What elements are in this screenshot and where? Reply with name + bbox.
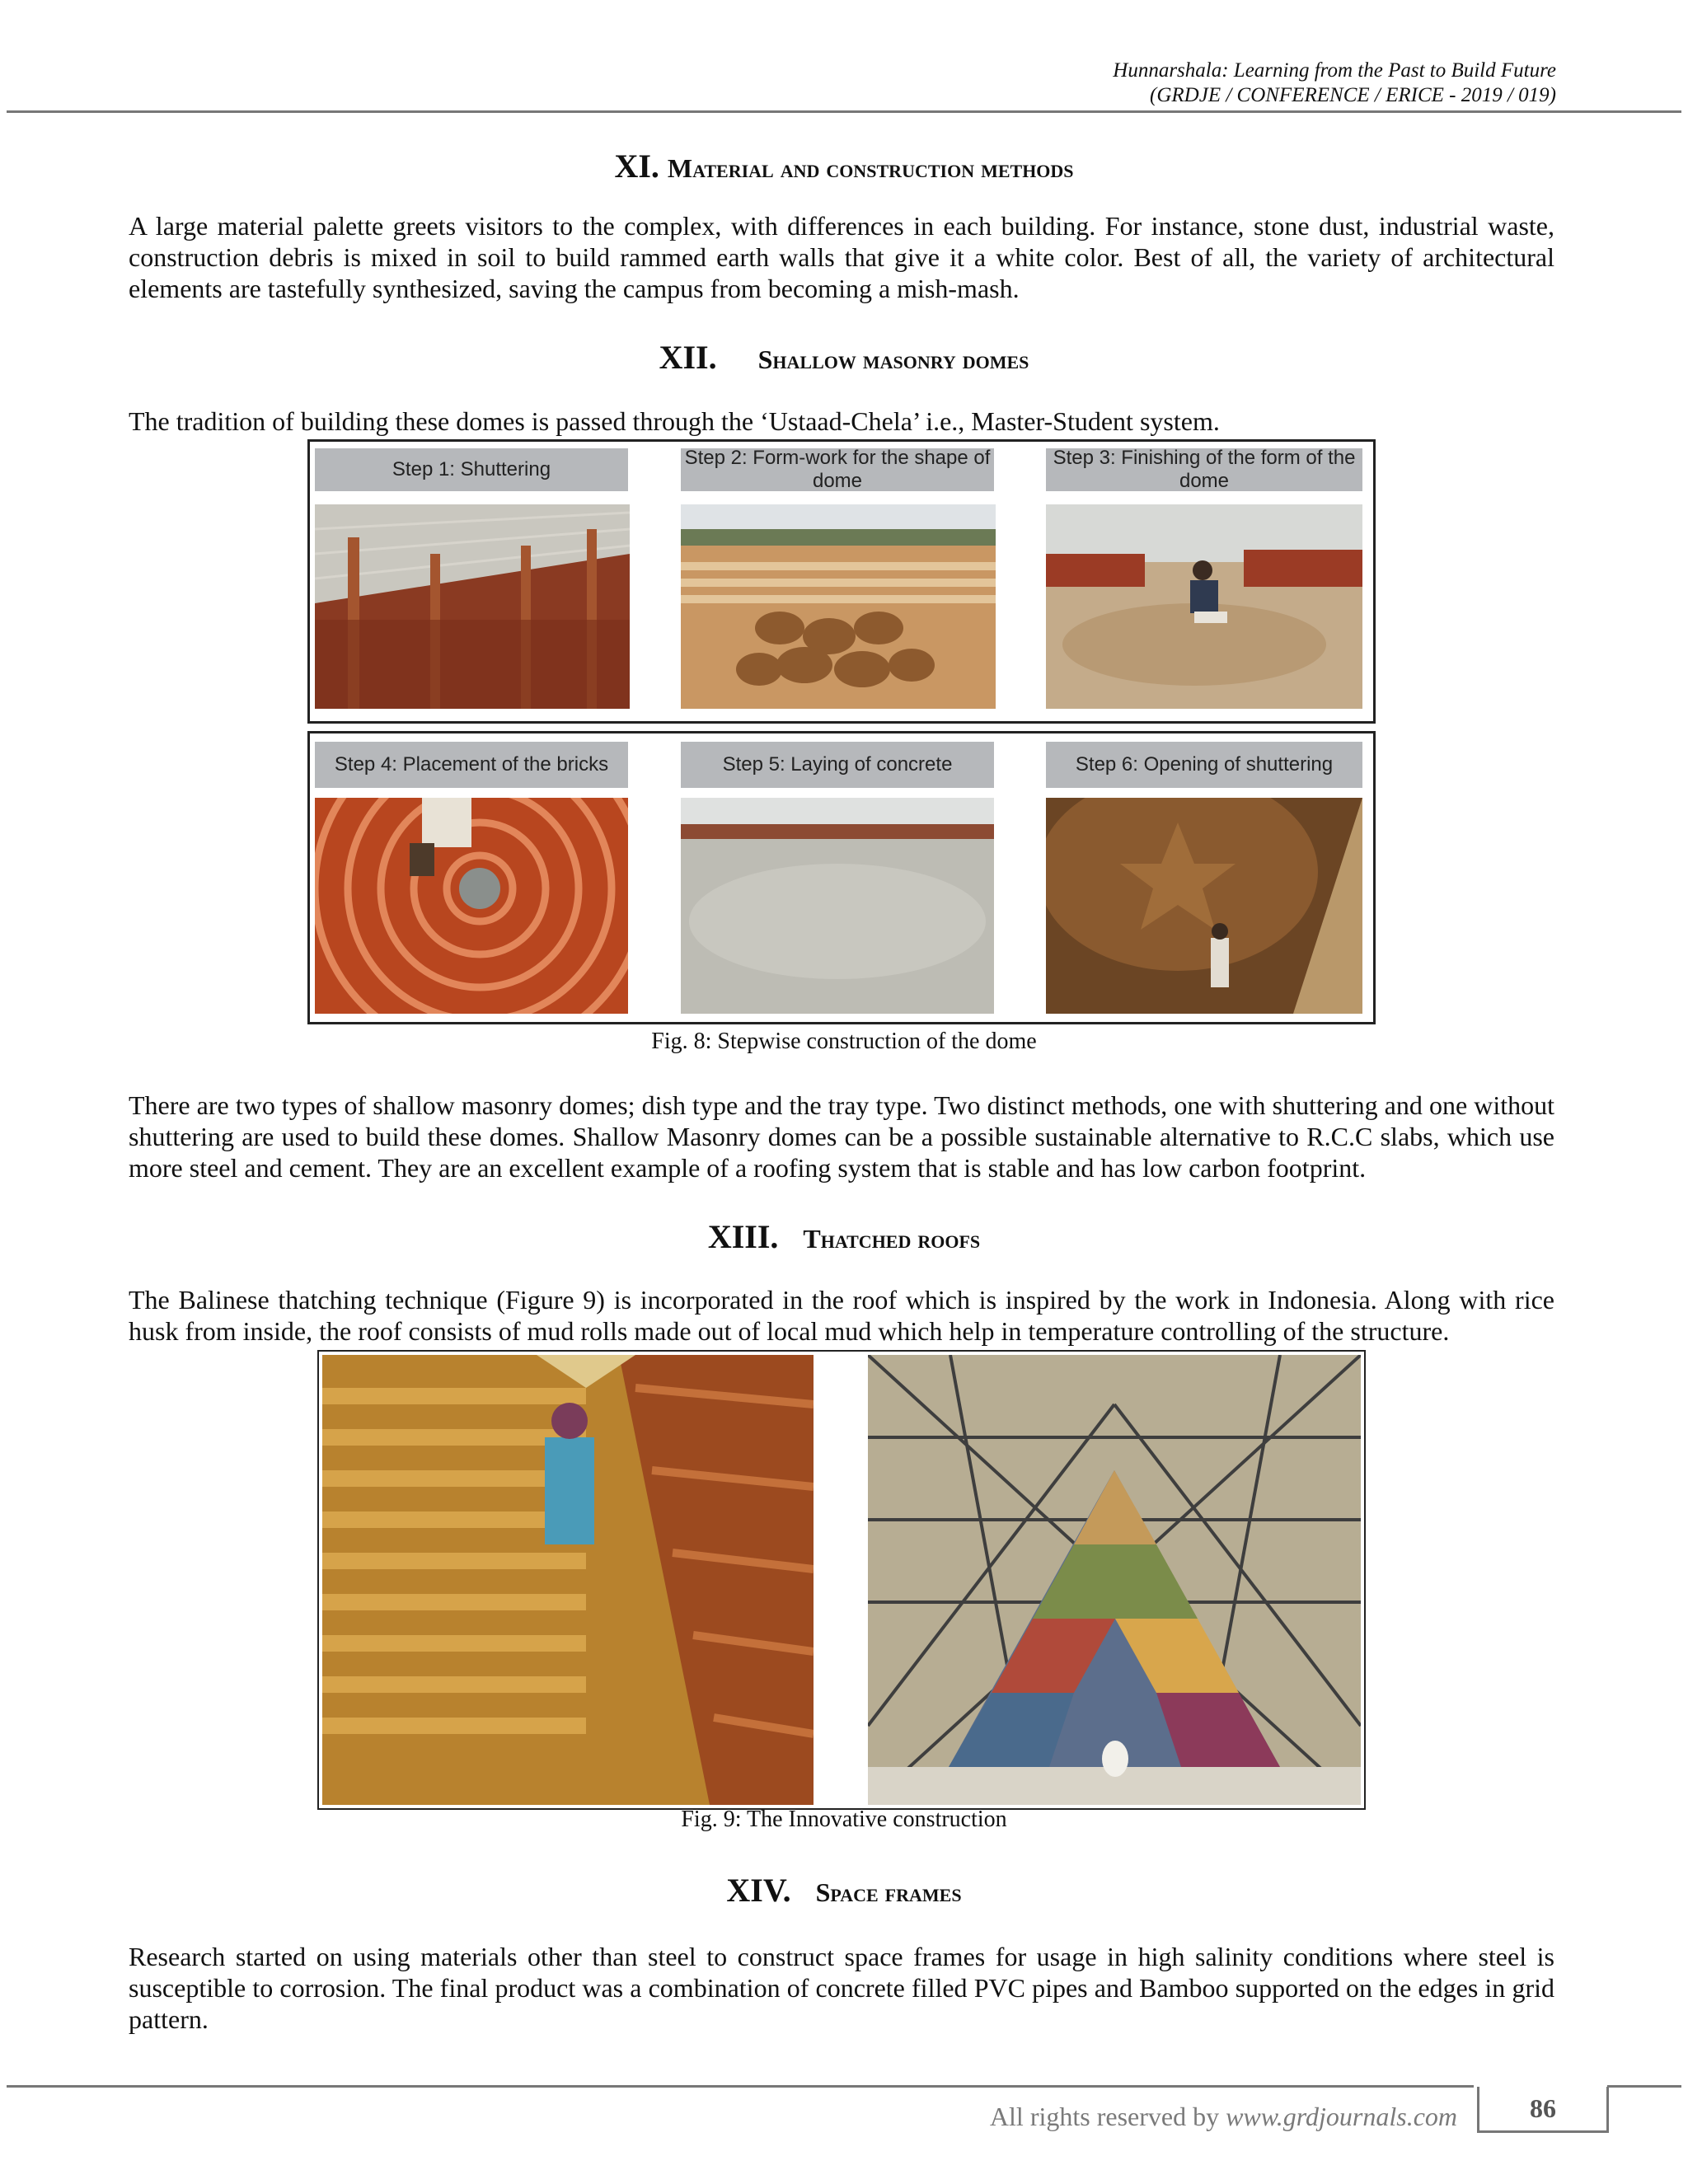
footer-rule-right bbox=[1607, 2085, 1681, 2088]
paragraph-materials: A large material palette greets visitors to the complex, with differences in each building. For instance, stone dust, industrial waste, construction debris is mixed in soil to build rammed earth walls that give it a white color. Best of all, the variety of architectural elements are tastefully synthesized, saving the campus from becoming a mish-mash. bbox=[129, 211, 1554, 303]
section-number: XIII. bbox=[707, 1218, 779, 1255]
section-title: Material and construction methods bbox=[667, 153, 1074, 183]
step-4-label: Step 4: Placement of the bricks bbox=[315, 742, 628, 788]
page-number-box bbox=[1477, 2087, 1609, 2133]
photo-formwork bbox=[681, 504, 996, 709]
page-number: 86 bbox=[1530, 2093, 1556, 2123]
photo-shuttering bbox=[315, 504, 630, 709]
figure-9-panel bbox=[317, 1350, 1366, 1810]
paragraph-domes-intro: The tradition of building these domes is passed through the ‘Ustaad-Chela’ i.e., Master-Student system. bbox=[129, 406, 1220, 436]
photo-opening-shuttering bbox=[1046, 798, 1362, 1014]
footer-site-link[interactable]: www.grdjournals.com bbox=[1226, 2102, 1457, 2131]
figure-8-caption: Fig. 8: Stepwise construction of the dome bbox=[651, 1029, 1037, 1054]
running-header-ref: (GRDJE / CONFERENCE / ERICE - 2019 / 019) bbox=[1150, 84, 1556, 106]
footer-prefix: All rights reserved by bbox=[989, 2102, 1226, 2131]
header-rule bbox=[7, 110, 1681, 113]
photo-thatching-worker bbox=[322, 1355, 814, 1805]
section-number: XI. bbox=[614, 148, 659, 185]
photo-laying-concrete bbox=[681, 798, 994, 1014]
section-heading-xiii bbox=[0, 1217, 1688, 1256]
paragraph-thatched: The Balinese thatching technique (Figure 9) is incorporated in the roof which is inspired by the work in Indonesia. Along with rice husk from inside, the roof consists of mud rolls made out of local mud which help in temperature controlling of the structure. bbox=[129, 1285, 1554, 1346]
step-5-label: Step 5: Laying of concrete bbox=[681, 742, 994, 788]
photo-brick-placement bbox=[315, 798, 628, 1014]
figure-8-bottom-panel bbox=[307, 731, 1376, 1024]
figure-8-top-panel bbox=[307, 439, 1376, 724]
section-heading-xii bbox=[0, 338, 1688, 377]
section-title: Thatched roofs bbox=[803, 1224, 981, 1254]
paragraph-domes-types: There are two types of shallow masonry domes; dish type and the tray type. Two distinct methods, one with shuttering and one without shuttering are used to build these domes. Shallow Masonry domes can be a possible sustainable alternative to R.C.C slabs, which use more steel and cement. They are an excellent example of a roofing system that is stable and has low carbon footprint. bbox=[129, 1090, 1554, 1183]
section-title: Space frames bbox=[815, 1877, 962, 1907]
step-2-label: Step 2: Form-work for the shape of dome bbox=[681, 448, 994, 491]
section-number: XII. bbox=[659, 339, 717, 376]
section-heading-xiv bbox=[0, 1871, 1688, 1910]
footer-rights bbox=[990, 2102, 1457, 2132]
figure-9-caption: Fig. 9: The Innovative construction bbox=[681, 1807, 1007, 1832]
section-number: XIV. bbox=[726, 1872, 791, 1909]
footer-rule-left bbox=[7, 2085, 1474, 2088]
step-1-label: Step 1: Shuttering bbox=[315, 448, 628, 491]
section-heading-xi bbox=[0, 147, 1688, 185]
paragraph-space-frames: Research started on using materials other than steel to construct space frames for usage in high salinity conditions where steel is susceptible to corrosion. The final product was a combination of concrete filled PVC pipes and Bamboo supported on the edges in grid pattern. bbox=[129, 1942, 1554, 2034]
photo-space-frame-roof bbox=[868, 1355, 1361, 1805]
step-3-label: Step 3: Finishing of the form of the dome bbox=[1046, 448, 1362, 491]
photo-finishing-form bbox=[1046, 504, 1362, 709]
running-header-title: Hunnarshala: Learning from the Past to Build Future bbox=[1113, 59, 1556, 82]
section-title: Shallow masonry domes bbox=[757, 344, 1029, 374]
step-6-label: Step 6: Opening of shuttering bbox=[1046, 742, 1362, 788]
